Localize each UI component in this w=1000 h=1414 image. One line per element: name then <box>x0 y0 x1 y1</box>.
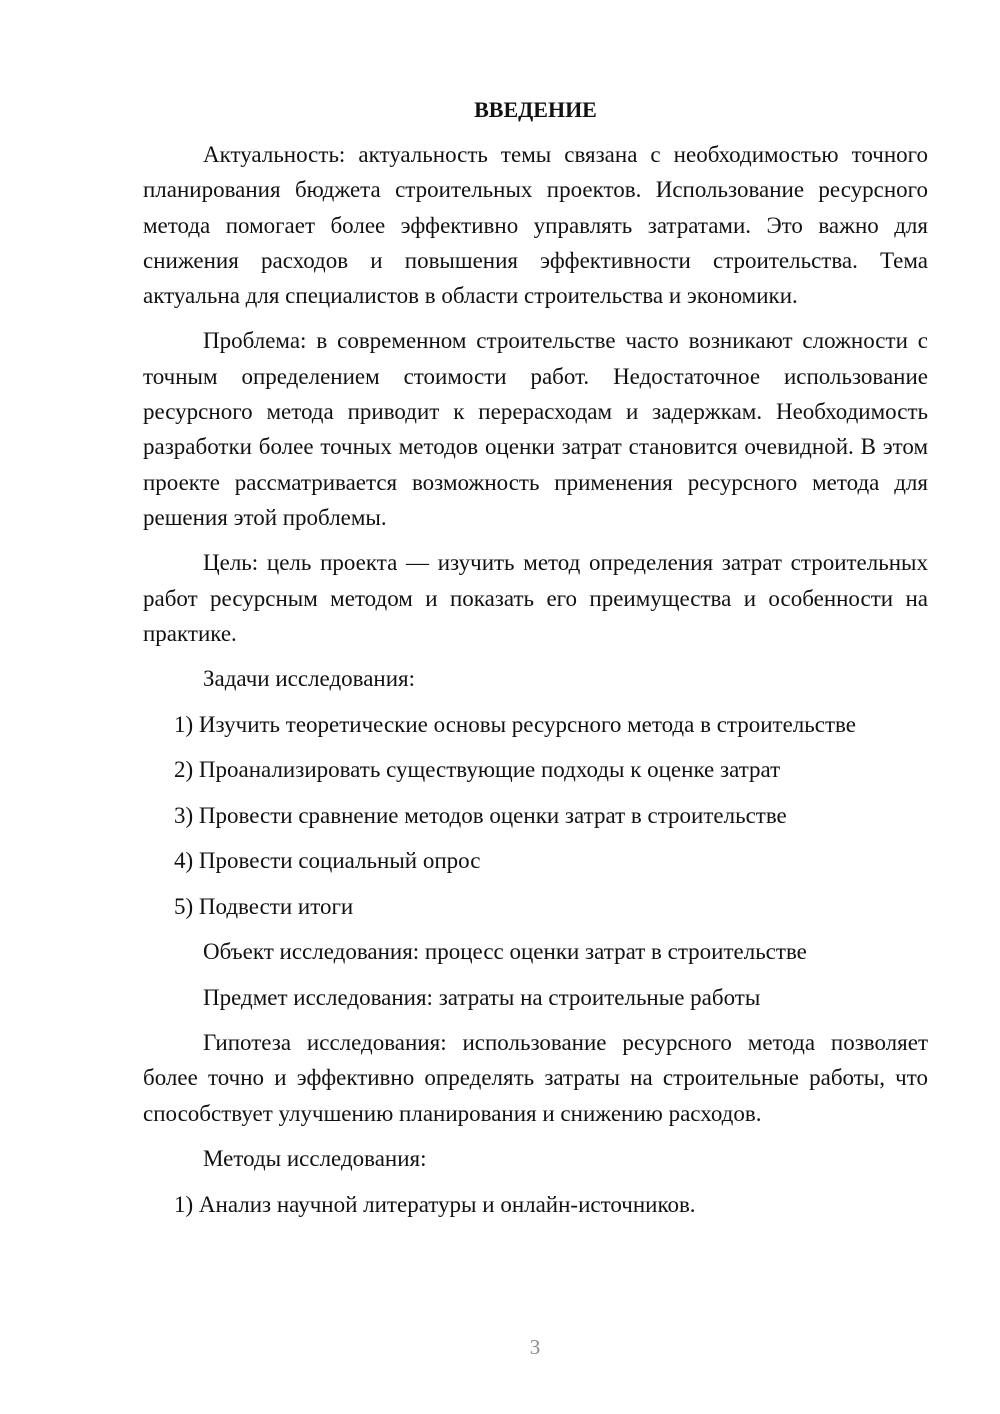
task-item-1: 1) Изучить теоретические основы ресурсного метода в строительстве <box>174 711 856 737</box>
method-item-1: 1) Анализ научной литературы и онлайн-источников. <box>174 1191 696 1217</box>
hypothesis-paragraph: Гипотеза исследования: использование ресурсного метода позволяет более точно и эффективно определять затраты на строительные работы, что способствует улучшению планирования и снижению расходов. <box>143 1030 928 1126</box>
methods-heading: Методы исследования: <box>203 1146 427 1172</box>
page-content <box>143 92 928 1232</box>
research-subject: Предмет исследования: затраты на строительные работы <box>203 984 761 1010</box>
task-item-3: 3) Провести сравнение методов оценки затрат в строительстве <box>174 802 787 828</box>
task-item-4: 4) Провести социальный опрос <box>174 848 481 874</box>
tasks-heading: Задачи исследования: <box>203 666 416 692</box>
task-item-2: 2) Проанализировать существующие подходы к оценке затрат <box>174 757 781 783</box>
problem-paragraph: Проблема: в современном строительстве часто возникают сложности с точным определением стоимости работ. Недостаточное использование ресурсного метода приводит к перерасходам и задержкам. Необходимость разработки более точных методов оценки затрат становится очевидной. В этом проекте рассматривается возможность применения ресурсного метода для решения этой проблемы. <box>143 328 928 530</box>
goal-paragraph: Цель: цель проекта — изучить метод определения затрат строительных работ ресурсным методом и показать его преимущества и особенности на практике. <box>143 550 928 646</box>
research-object: Объект исследования: процесс оценки затрат в строительстве <box>203 939 807 965</box>
relevance-paragraph: Актуальность: актуальность темы связана с необходимостью точного планирования бюджета строительных проектов. Использование ресурсного метода помогает более эффективно управлять затратами. Это важно для снижения расходов и повышения эффективности строительства. Тема актуальна для специалистов в области строительства и экономики. <box>143 142 928 309</box>
section-title: ВВЕДЕНИЕ <box>474 97 597 122</box>
task-item-5: 5) Подвести итоги <box>174 893 354 919</box>
page-number: 3 <box>529 1335 541 1359</box>
